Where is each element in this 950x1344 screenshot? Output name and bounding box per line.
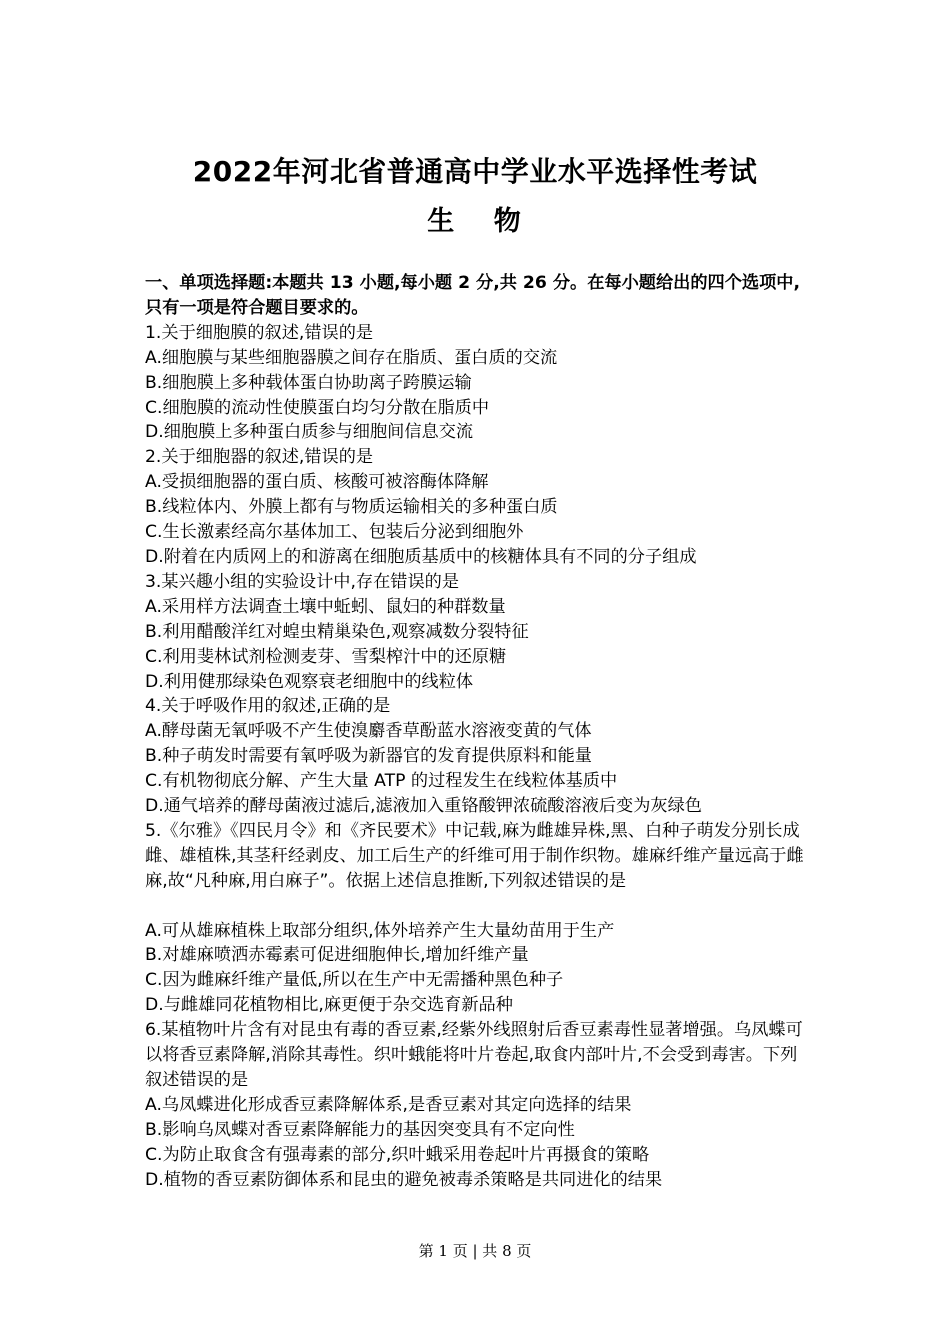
- option-c: C.生长激素经高尔基体加工、包装后分泌到细胞外: [145, 522, 524, 543]
- option-d: D.植物的香豆素防御体系和昆虫的避免被毒杀策略是共同进化的结果: [145, 1169, 663, 1190]
- option-b: B.利用醋酸洋红对蝗虫精巢染色,观察减数分裂特征: [145, 621, 529, 642]
- option-a: A.细胞膜与某些细胞器膜之间存在脂质、蛋白质的交流: [145, 347, 558, 368]
- option-b: B.种子萌发时需要有氧呼吸为新器官的发育提供原料和能量: [145, 746, 592, 767]
- option-b: B.影响乌凤蝶对香豆素降解能力的基因突变具有不定向性: [145, 1119, 575, 1140]
- blank-line: [145, 894, 810, 919]
- option-c: C.利用斐林试剂检测麦芽、雪梨榨汁中的还原糖: [145, 646, 507, 667]
- option-c: C.因为雌麻纤维产量低,所以在生产中无需播种黑色种子: [145, 970, 564, 991]
- question-1: [145, 321, 810, 446]
- question-4: [145, 694, 810, 819]
- page-footer: 第 1 页 | 共 8 页: [418, 1242, 532, 1260]
- option-d: D.与雌雄同花植物相比,麻更便于杂交选育新品种: [145, 995, 513, 1016]
- option-b: B.细胞膜上多种载体蛋白协助离子跨膜运输: [145, 372, 472, 393]
- option-c: C.有机物彻底分解、产生大量 ATP 的过程发生在线粒体基质中: [145, 771, 618, 792]
- question-stem: 4.关于呼吸作用的叙述,正确的是: [145, 696, 391, 717]
- subject-title: 生 物: [427, 206, 523, 237]
- option-c: C.细胞膜的流动性使膜蛋白均匀分散在脂质中: [145, 397, 490, 418]
- question-stem: 1.关于细胞膜的叙述,错误的是: [145, 322, 374, 343]
- question-stem: 6.某植物叶片含有对昆虫有毒的香豆素,经紫外线照射后香豆素毒性显著增强。乌凤蝶可以将香豆素降解,消除其毒性。织叶蛾能将叶片卷起,取食内部叶片,不会受到毒害。下列叙述错误的是: [145, 1020, 803, 1090]
- question-5: [145, 819, 810, 1018]
- question-2: [145, 445, 810, 570]
- question-stem: 2.关于细胞器的叙述,错误的是: [145, 447, 374, 468]
- option-c: C.为防止取食含有强毒素的部分,织叶蛾采用卷起叶片再摄食的策略: [145, 1144, 650, 1165]
- option-d: D.细胞膜上多种蛋白质参与细胞间信息交流: [145, 422, 474, 443]
- question-3: [145, 570, 810, 695]
- option-a: A.可从雄麻植株上取部分组织,体外培养产生大量幼苗用于生产: [145, 920, 615, 941]
- section-heading: 一、单项选择题:本题共 13 小题,每小题 2 分,共 26 分。在每小题给出的四个选项中,只有一项是符合题目要求的。: [145, 273, 800, 318]
- question-stem: 3.某兴趣小组的实验设计中,存在错误的是: [145, 571, 460, 592]
- exam-content: [145, 271, 810, 1193]
- option-b: B.对雄麻喷洒赤霉素可促进细胞伸长,增加纤维产量: [145, 945, 529, 966]
- option-a: A.乌凤蝶进化形成香豆素降解体系,是香豆素对其定向选择的结果: [145, 1094, 632, 1115]
- option-a: A.采用样方法调查土壤中蚯蚓、鼠妇的种群数量: [145, 596, 506, 617]
- question-stem: 5.《尔雅》《四民月令》和《齐民要术》中记载,麻为雌雄异株,黑、白种子萌发分别长成雌、雄植株,其茎秆经剥皮、加工后生产的纤维可用于制作织物。雄麻纤维产量远高于雌麻,故“凡种麻,用白麻子”。依据上述信息推断,下列叙述错误的是: [145, 820, 804, 891]
- option-d: D.附着在内质网上的和游离在细胞质基质中的核糖体具有不同的分子组成: [145, 546, 697, 567]
- question-6: [145, 1018, 810, 1192]
- option-d: D.利用健那绿染色观察衰老细胞中的线粒体: [145, 671, 474, 692]
- exam-title: 2022年河北省普通高中学业水平选择性考试: [192, 155, 758, 188]
- option-a: A.酵母菌无氧呼吸不产生使溴麝香草酚蓝水溶液变黄的气体: [145, 721, 592, 742]
- option-d: D.通气培养的酵母菌液过滤后,滤液加入重铬酸钾浓硫酸溶液后变为灰绿色: [145, 796, 702, 817]
- option-a: A.受损细胞器的蛋白质、核酸可被溶酶体降解: [145, 472, 489, 493]
- option-b: B.线粒体内、外膜上都有与物质运输相关的多种蛋白质: [145, 497, 558, 518]
